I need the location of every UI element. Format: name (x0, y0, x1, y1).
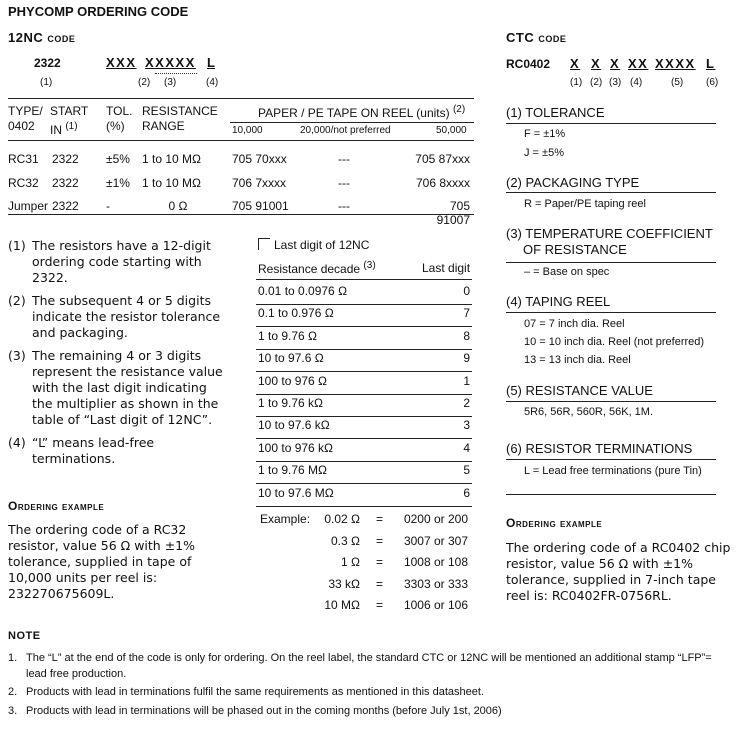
example-value: 33 kΩ (328, 576, 360, 591)
ctc-code-label: (5) (671, 77, 684, 88)
th-q2: 20,000/not preferred (300, 125, 391, 136)
note-item-num: 2. (8, 686, 18, 698)
th-resistance: RESISTANCE RANGE (142, 104, 218, 133)
ctc-heading: CTC code (506, 30, 567, 45)
ctc-section-rule (506, 192, 716, 193)
row-tol: ±1% (106, 176, 130, 190)
decade-value: 10 to 97.6 MΩ (258, 485, 334, 500)
decade-value: 100 to 976 Ω (258, 373, 328, 388)
example-equals: = (376, 533, 384, 548)
row-reel-10000: 705 70xxx (232, 152, 287, 166)
example-value: 0.02 Ω (324, 512, 360, 526)
nc12-label-1: (1) (40, 77, 53, 88)
ordering-example-right-heading: Ordering example (506, 516, 603, 530)
ctc-code-part: XX (628, 56, 649, 71)
note-left-item (8, 293, 226, 341)
ctc-section-rule (506, 459, 716, 460)
note-left-num: (4) (8, 435, 26, 450)
nc12-code-xxxxx: XXXXX (145, 55, 196, 70)
nc12-heading: 12NC code (8, 30, 76, 45)
last-digit-bracket (258, 238, 260, 250)
ctc-section-title: (6) RESISTOR TERMINATIONS (506, 441, 693, 456)
note-item-num: 1. (8, 652, 18, 664)
last-digit-value: 3 (463, 418, 470, 433)
note-left-num: (3) (8, 348, 26, 363)
ctc-code-part: X (610, 56, 621, 71)
row-divider (256, 304, 472, 305)
ctc-code-label: (3) (609, 77, 622, 88)
ctc-code-label: (2) (590, 77, 603, 88)
row-divider (256, 326, 472, 327)
row-reel-50000: 705 87xxx (415, 152, 470, 166)
ctc-section-item: – = Base on spec (524, 266, 610, 278)
ctc-section-item: R = Paper/PE taping reel (524, 198, 646, 210)
th-tol: TOL. (%) (106, 104, 133, 133)
row-type: Jumper (8, 199, 49, 213)
ordering-example-left-text: The ordering code of a RC32 resistor, value 56 Ω with ±1% tolerance, supplied in tape of 10,000 units per reel is: 232270675609L. (8, 522, 196, 601)
row-type: RC32 (8, 176, 39, 190)
example-code: 3303 or 333 (403, 576, 468, 591)
nc12-code-l: L (207, 55, 215, 70)
ctc-code-part: X (570, 56, 581, 71)
ctc-section-title: (3) TEMPERATURE COEFFICIENT OF RESISTANCE (506, 226, 713, 257)
decade-value: 100 to 976 kΩ (258, 440, 334, 455)
note-left-num: (2) (8, 293, 26, 308)
row-divider (256, 394, 472, 395)
notes-left (8, 238, 226, 474)
row-range: 1 to 10 MΩ (142, 176, 201, 190)
ctc-code-part: L (706, 56, 716, 71)
row-range: 1 to 10 MΩ (142, 152, 201, 166)
ctc-section-item: 13 = 13 inch dia. Reel (524, 354, 631, 366)
example-equals: = (376, 512, 384, 526)
note-left-text: The remaining 4 or 3 digits represent the resistance value with the last digit indicating the multiplier as shown in the table of “Last digit of 12NC”. (32, 348, 223, 427)
example-code: 1008 or 108 (403, 555, 468, 569)
ctc-code-part: X (591, 56, 602, 71)
nc12-label-3: (3) (164, 77, 177, 88)
ctc-section-rule (506, 123, 716, 124)
nc12-dotted-line (155, 73, 197, 74)
row-divider (256, 371, 472, 372)
note-left-text: The resistors have a 12-digit ordering code starting with 2322. (32, 238, 211, 285)
decade-value: 1 to 9.76 kΩ (258, 396, 324, 410)
note-item (8, 684, 728, 700)
ctc-prefix: RC0402 (506, 57, 551, 71)
last-digit-value: 0 (463, 284, 470, 298)
row-type: RC31 (8, 152, 39, 166)
ctc-section-item: 5R6, 56R, 560R, 56K, 1M. (524, 406, 654, 418)
nc12-label-2: (2) (138, 77, 151, 88)
note-item-text: Products with lead in terminations will be phased out in the coming months (before July 1st, 2006) (26, 705, 502, 717)
example-value: 10 MΩ (324, 598, 360, 612)
nc12-label-4: (4) (206, 77, 219, 88)
row-divider (256, 461, 472, 462)
ordering-example-left-heading: Ordering example (8, 499, 105, 513)
ctc-code-label: (6) (706, 77, 719, 88)
ctc-bottom-rule (506, 494, 716, 495)
note-item-text: The “L” at the end of the code is only for ordering. On the reel label, the standard CTC or 12NC will be mentioned an additional stamp “LFP”= lead free production. (26, 652, 712, 680)
example-code: 1006 or 106 (403, 598, 468, 612)
row-reel-50000: 705 91007 (436, 199, 470, 227)
note-left-text: The subsequent 4 or 5 digits indicate the resistor tolerance and packaging. (32, 293, 221, 340)
ordering-example-right-text: The ordering code of a RC0402 chip resistor, value 56 Ω with ±1% tolerance, supplied in 7-inch tape reel is: RC0402FR-0756RL. (506, 540, 731, 603)
ctc-section-title: (5) RESISTANCE VALUE (506, 383, 653, 398)
example-label: Example: (260, 512, 311, 526)
decade-value: 10 to 97.6 Ω (258, 351, 324, 366)
last-digit-col2: Last digit (422, 261, 471, 275)
row-tol: ±5% (106, 152, 130, 166)
th-q1: 10,000 (232, 125, 263, 136)
note-left-item (8, 348, 226, 428)
note-item-text: Products with lead in terminations fulfil the same requirements as mentioned in this datasheet. (26, 686, 484, 698)
note-item (8, 703, 728, 719)
last-digit-value: 2 (463, 396, 470, 410)
last-digit-value: 7 (463, 306, 470, 321)
ctc-section-item: L = Lead free terminations (pure Tin) (524, 465, 702, 477)
ctc-code-label: (4) (630, 77, 643, 88)
ctc-section-title: (1) TOLERANCE (506, 105, 605, 120)
decade-value: 1 to 9.76 Ω (258, 328, 318, 343)
row-divider (256, 438, 472, 439)
row-reel-20000: --- (338, 199, 350, 213)
note-left-num: (1) (8, 238, 26, 253)
note-item (8, 650, 728, 682)
example-value: 0.3 Ω (331, 533, 360, 548)
example-equals: = (376, 598, 384, 612)
note-left-item (8, 435, 226, 467)
ctc-section-item: J = ±5% (524, 147, 564, 159)
last-digit-value: 4 (463, 440, 470, 455)
row-reel-50000: 706 8xxxx (415, 176, 470, 190)
ctc-section-title: (2) PACKAGING TYPE (506, 175, 640, 190)
reel-subrule (230, 122, 474, 123)
example-value: 1 Ω (341, 555, 360, 569)
decade-value: 1 to 9.76 MΩ (258, 463, 328, 478)
ctc-section-rule (506, 262, 716, 263)
example-code: 0200 or 200 (403, 512, 468, 526)
ctc-code-part: XXXX (655, 56, 696, 71)
row-reel-20000: --- (338, 176, 350, 190)
decade-value: 10 to 97.6 kΩ (258, 418, 330, 433)
row-start: 2322 (52, 199, 79, 213)
last-digit-col1: Resistance decade $^{(3)}$ (258, 260, 376, 276)
table-bottom-rule (8, 214, 474, 215)
example-equals: = (376, 576, 384, 591)
ctc-section-item: 07 = 7 inch dia. Reel (524, 318, 625, 330)
decade-value: 0.01 to 0.0976 Ω (258, 284, 348, 298)
nc12-prefix: 2322 (34, 56, 61, 70)
example-code: 3007 or 307 (403, 533, 468, 548)
th-reel: PAPER / PE TAPE ON REEL (units) $^{(2)}$ (258, 104, 466, 120)
row-range: 0 Ω (168, 199, 188, 213)
ctc-section-rule (506, 312, 716, 313)
last-digit-value: 5 (463, 463, 470, 478)
row-divider (256, 349, 472, 350)
row-start: 2322 (52, 176, 79, 190)
row-start: 2322 (52, 152, 79, 166)
table-header-rule (8, 140, 474, 141)
last-digit-value: 8 (463, 328, 470, 343)
ctc-code-label: (1) (570, 77, 583, 88)
page-title: PHYCOMP ORDERING CODE (8, 4, 189, 19)
row-reel-10000: 706 7xxxx (232, 176, 287, 190)
th-type: TYPE/ 0402 (8, 104, 43, 133)
nc12-code-xxx: XXX (106, 55, 137, 70)
ctc-section-title: (4) TAPING REEL (506, 294, 611, 309)
last-digit-value: 6 (463, 485, 470, 500)
last-digit-value: 1 (463, 373, 470, 388)
last-digit-title: Last digit of 12NC (274, 238, 370, 252)
row-divider (256, 483, 472, 484)
ctc-section-item: 10 = 10 inch dia. Reel (not preferred) (524, 336, 705, 348)
note-left-text: “L” means lead-free terminations. (32, 435, 155, 466)
th-start: START IN $^{(1)}$ (50, 104, 89, 137)
th-q3: 50,000 (436, 125, 467, 136)
example-equals: = (376, 555, 384, 569)
row-reel-20000: --- (338, 152, 350, 166)
ctc-section-rule (506, 401, 716, 402)
note-left-item (8, 238, 226, 286)
table-top-rule (8, 98, 474, 99)
row-divider (256, 506, 472, 507)
ctc-section-item: F = ±1% (524, 128, 566, 140)
note-item-num: 3. (8, 705, 18, 717)
row-tol: - (106, 199, 110, 213)
row-divider (256, 416, 472, 417)
row-reel-10000: 705 91001 (232, 199, 289, 213)
note-heading: NOTE (8, 630, 41, 642)
decade-value: 0.1 to 0.976 Ω (258, 306, 334, 321)
last-digit-value: 9 (463, 351, 470, 366)
